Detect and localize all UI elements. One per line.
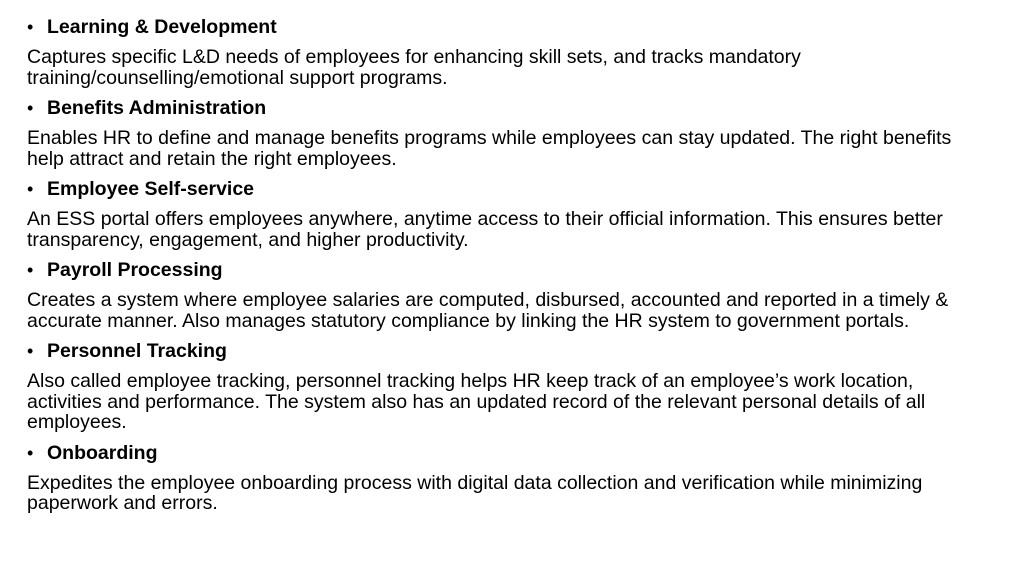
feature-list xyxy=(27,16,987,523)
bullet-icon: • xyxy=(27,442,34,463)
bullet-icon: • xyxy=(27,17,34,37)
feature-heading xyxy=(27,340,987,362)
feature-title: Employee Self-service xyxy=(47,178,255,200)
feature-description: Enables HR to define and manage benefits programs while employees can stay updated. The right benefits help attract and retain the right employees. xyxy=(27,127,952,170)
feature-title: Payroll Processing xyxy=(47,259,223,281)
feature-section-employee-self-service xyxy=(27,178,987,250)
feature-heading xyxy=(27,259,987,281)
feature-title: Learning & Development xyxy=(47,16,277,38)
bullet-icon: • xyxy=(27,341,34,361)
feature-description: Creates a system where employee salaries are computed, disbursed, accounted and reported in a timely & accurate manner. Also manages statutory compliance by linking the HR system to government portals. xyxy=(27,289,949,332)
feature-title: Benefits Administration xyxy=(47,97,267,119)
feature-section-personnel-tracking xyxy=(27,340,987,433)
feature-description: Expedites the employee onboarding process with digital data collection and verification while minimizing paperwork and errors. xyxy=(27,471,923,514)
bullet-icon: • xyxy=(27,179,34,199)
bullet-icon: • xyxy=(27,260,34,280)
feature-description: Captures specific L&D needs of employees for enhancing skill sets, and tracks mandatory training/counselling/emotional support programs. xyxy=(27,46,801,89)
feature-title: Onboarding xyxy=(47,441,158,464)
feature-description: An ESS portal offers employees anywhere, anytime access to their official information. This ensures better transparency, engagement, and higher productivity. xyxy=(27,208,943,251)
feature-heading xyxy=(27,16,987,38)
bullet-icon: • xyxy=(27,98,34,118)
feature-heading xyxy=(27,97,987,119)
feature-section-onboarding xyxy=(27,442,987,514)
feature-heading xyxy=(27,442,987,464)
feature-section-payroll-processing xyxy=(27,259,987,331)
feature-section-benefits-administration xyxy=(27,97,987,169)
feature-title: Personnel Tracking xyxy=(47,340,227,362)
feature-section-learning-development xyxy=(27,16,987,88)
feature-description: Also called employee tracking, personnel tracking helps HR keep track of an employee’s work location, activities and performance. The system also has an updated record of the relevant personal details of all employees. xyxy=(27,370,926,433)
feature-heading xyxy=(27,178,987,200)
